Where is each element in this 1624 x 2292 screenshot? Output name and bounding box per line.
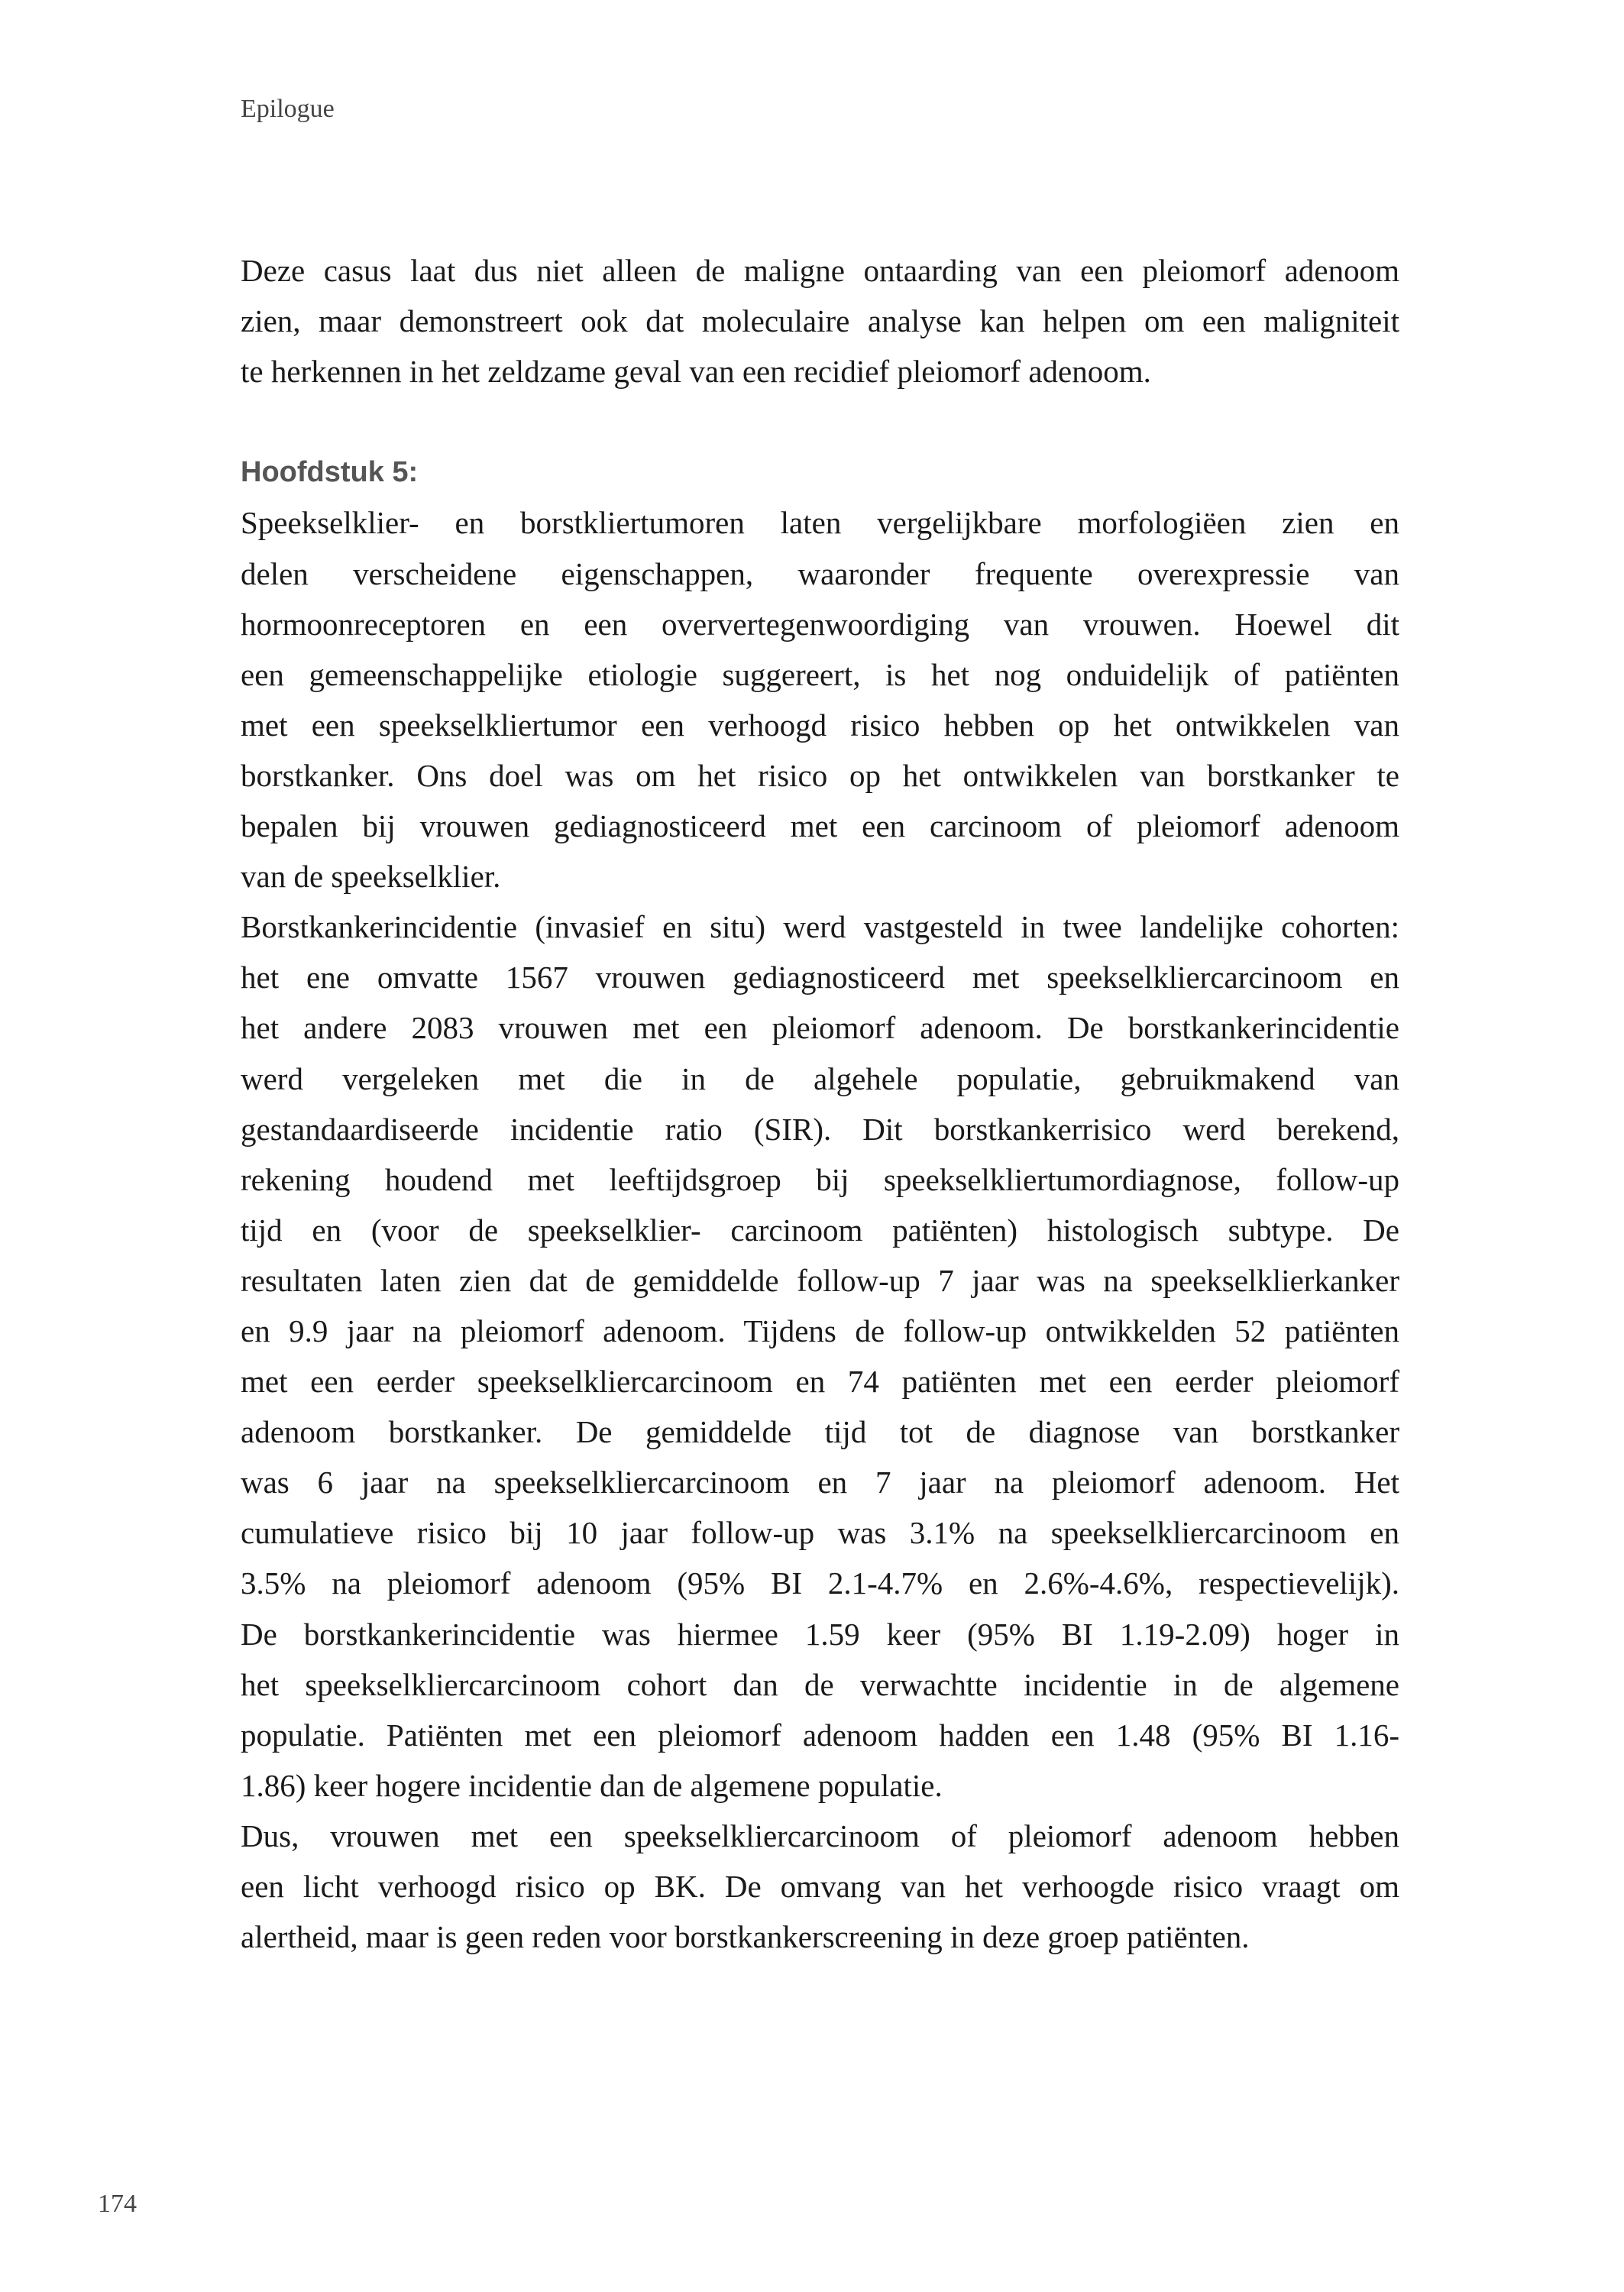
text-line: 3.5% na pleiomorf adenoom (95% BI 2.1-4.7% en 2.6%-4.6%, respectievelijk). [241, 1565, 1399, 1601]
page-number: 174 [98, 2190, 137, 2218]
text-line: was 6 jaar na speekselkliercarcinoom en 7 jaar na pleiomorf adenoom. Het [241, 1465, 1399, 1500]
text-line: cumulatieve risico bij 10 jaar follow-up was 3.1% na speekselkliercarcinoom en [241, 1515, 1399, 1551]
text-line: Dus, vrouwen met een speekselkliercarcinoom of pleiomorf adenoom hebben [241, 1818, 1399, 1853]
text-line: een gemeenschappelijke etiologie suggereert, is het nog onduidelijk of patiënten [241, 656, 1399, 692]
text-line: De borstkankerincidentie was hiermee 1.59 keer (95% BI 1.19-2.09) hoger in [241, 1616, 1399, 1652]
text-line: adenoom borstkanker. De gemiddelde tijd tot de diagnose van borstkanker [241, 1414, 1399, 1450]
text-line: het speekselkliercarcinoom cohort dan de verwachtte incidentie in de algemene [241, 1666, 1399, 1702]
text-line: Deze casus laat dus niet alleen de maligne ontaarding van een pleiomorf adenoom [241, 253, 1399, 288]
text-line: te herkennen in het zeldzame geval van een recidief pleiomorf adenoom. [241, 354, 1151, 390]
paragraph-conclusion [241, 1811, 1399, 1962]
text-line: werd vergeleken met die in de algehele populatie, gebruikmakend van [241, 1060, 1399, 1096]
text-line: zien, maar demonstreert ook dat moleculaire analyse kan helpen om een maligniteit [241, 303, 1399, 339]
text-line: van de speekselklier. [241, 859, 501, 895]
text-line: een licht verhoogd risico op BK. De omvang van het verhoogde risico vraagt om [241, 1869, 1399, 1904]
paragraph-methods-results [241, 902, 1399, 1811]
section-heading: Hoofdstuk 5: [241, 456, 419, 489]
text-line: met een speekselkliertumor een verhoogd risico hebben op het ontwikkelen van [241, 707, 1399, 743]
text-line: tijd en (voor de speekselklier- carcinoom patiënten) histologisch subtype. De [241, 1212, 1399, 1248]
paragraph-introduction [241, 497, 1399, 902]
running-head: Epilogue [241, 95, 335, 123]
text-line: Speekselklier- en borstkliertumoren laten vergelijkbare morfologiëen zien en [241, 505, 1399, 541]
text-line: gestandaardiseerde incidentie ratio (SIR). Dit borstkankerrisico werd berekend, [241, 1111, 1399, 1147]
text-line: met een eerder speekselkliercarcinoom en 74 patiënten met een eerder pleiomorf [241, 1364, 1399, 1400]
text-line: en 9.9 jaar na pleiomorf adenoom. Tijdens de follow-up ontwikkelden 52 patiënten [241, 1313, 1399, 1348]
text-line: Borstkankerincidentie (invasief en situ) werd vastgesteld in twee landelijke cohorten: [241, 909, 1399, 945]
text-line: borstkanker. Ons doel was om het risico op het ontwikkelen van borstkanker te [241, 757, 1399, 793]
paragraph-summary-case [241, 245, 1399, 397]
body-text [241, 245, 1399, 1962]
text-line: het ene omvatte 1567 vrouwen gediagnosticeerd met speekselkliercarcinoom en [241, 960, 1399, 995]
text-line: het andere 2083 vrouwen met een pleiomorf adenoom. De borstkankerincidentie [241, 1010, 1399, 1046]
text-line: bepalen bij vrouwen gediagnosticeerd met een carcinoom of pleiomorf adenoom [241, 808, 1399, 844]
text-line: populatie. Patiënten met een pleiomorf adenoom hadden een 1.48 (95% BI 1.16- [241, 1717, 1399, 1753]
text-line: hormoonreceptoren en een oververtegenwoordiging van vrouwen. Hoewel dit [241, 606, 1399, 642]
text-line: alertheid, maar is geen reden voor borstkankerscreening in deze groep patiënten. [241, 1919, 1250, 1955]
text-line: rekening houdend met leeftijdsgroep bij speekselkliertumordiagnose, follow-up [241, 1161, 1399, 1197]
text-line: delen verscheidene eigenschappen, waaronder frequente overexpressie van [241, 555, 1399, 591]
text-line: resultaten laten zien dat de gemiddelde follow-up 7 jaar was na speekselklierkanker [241, 1262, 1399, 1298]
text-line: 1.86) keer hogere incidentie dan de algemene populatie. [241, 1767, 943, 1803]
